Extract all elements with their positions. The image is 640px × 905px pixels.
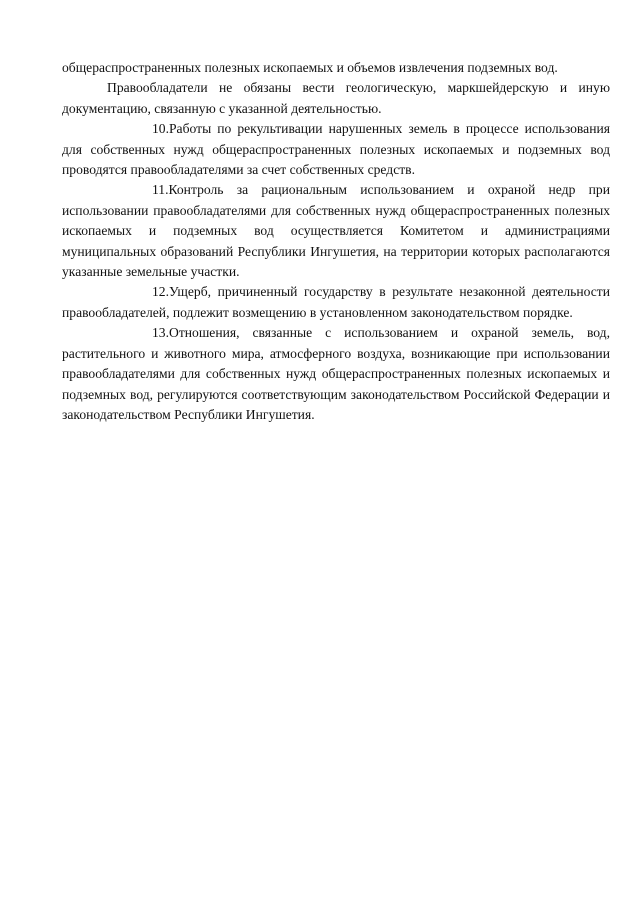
paragraph-text: Ущерб, причиненный государству в результате незаконной деятельности правообладателей, подлежит возмещению в установленном законодательством порядке. [62, 284, 610, 320]
paragraph-text: Правообладатели не обязаны вести геологическую, маркшейдерскую и иную документацию, связанную с указанной деятельностью. [62, 80, 610, 116]
paragraph-text: общераспространенных полезных ископаемых и объемов извлечения подземных вод. [62, 60, 558, 75]
paragraph-text: Контроль за рациональным использованием и охраной недр при использовании правообладателями для собственных нужд общераспространенных полезных ископаемых и подземных вод осуществляется Комитетом и администрациями муниципальных образований Республики Ингушетия, на территории которых располагаются указанные земельные участки. [62, 182, 610, 280]
document-body [62, 58, 610, 425]
paragraph-10 [62, 119, 610, 180]
paragraph-number: 13. [152, 325, 169, 341]
paragraph-documentation [62, 78, 610, 119]
paragraph-13 [62, 323, 610, 425]
paragraph-continuation [62, 58, 610, 78]
paragraph-number: 12. [152, 284, 169, 300]
paragraph-12 [62, 282, 610, 323]
paragraph-number: 11. [152, 182, 169, 198]
paragraph-text: Отношения, связанные с использованием и охраной земель, вод, растительного и животного мира, атмосферного воздуха, возникающие при использовании правообладателями для собственных нужд общераспространенных полезных ископаемых и подземных вод, регулируются соответствующим законодательством Российской Федерации и законодательством Республики Ингушетия. [62, 325, 610, 422]
paragraph-11 [62, 180, 610, 282]
paragraph-number: 10. [152, 121, 169, 137]
paragraph-text: Работы по рекультивации нарушенных земель в процессе использования для собственных нужд общераспространенных полезных ископаемых и подземных вод проводятся правообладателями за счет собственных средств. [62, 121, 610, 178]
